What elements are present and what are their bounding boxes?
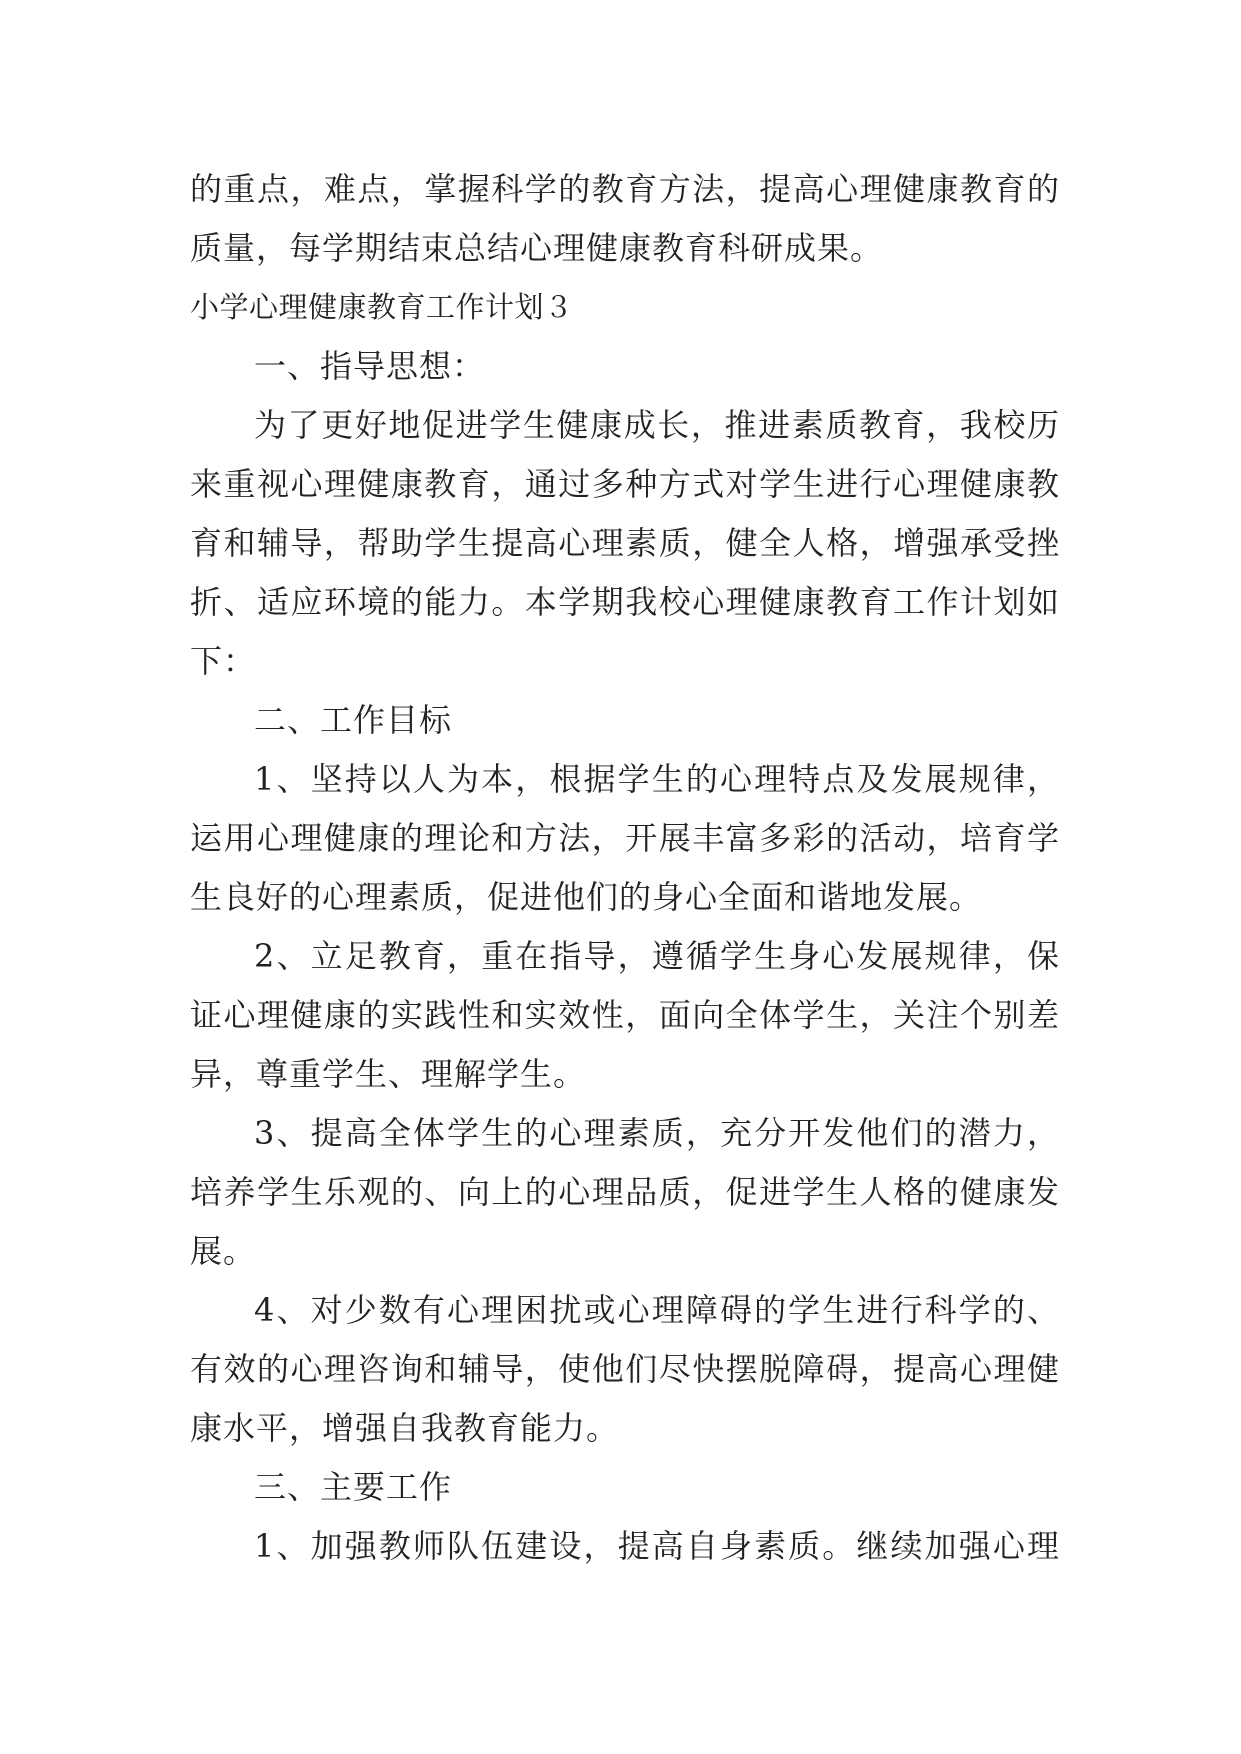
text-line: 2、立足教育，重在指导，遵循学生身心发展规律，保 bbox=[254, 937, 1060, 975]
text-line: 异，尊重学生、理解学生。 bbox=[190, 1055, 587, 1093]
text-line: 4、对少数有心理困扰或心理障碍的学生进行科学的、 bbox=[254, 1291, 1060, 1329]
heading-guiding-ideology: 一、指导思想： bbox=[254, 347, 486, 385]
text-line: 育和辅导，帮助学生提高心理素质，健全人格，增强承受挫 bbox=[190, 524, 1060, 562]
text-line: 质量，每学期结束总结心理健康教育科研成果。 bbox=[190, 229, 884, 267]
text-line: 展。 bbox=[190, 1232, 257, 1270]
text-line: 运用心理健康的理论和方法，开展丰富多彩的活动，培育学 bbox=[190, 819, 1060, 857]
text-line: 折、适应环境的能力。本学期我校心理健康教育工作计划如 bbox=[190, 583, 1060, 621]
text-line: 下： bbox=[190, 642, 257, 680]
text-line: 为了更好地促进学生健康成长，推进素质教育，我校历 bbox=[254, 406, 1060, 444]
text-line: 1、加强教师队伍建设，提高自身素质。继续加强心理 bbox=[254, 1527, 1060, 1565]
text-line: 有效的心理咨询和辅导，使他们尽快摆脱障碍，提高心理健 bbox=[190, 1350, 1060, 1388]
text-line: 康水平，增强自我教育能力。 bbox=[190, 1409, 620, 1447]
text-line: 1、坚持以人为本，根据学生的心理特点及发展规律， bbox=[254, 760, 1060, 798]
heading-main-work: 三、主要工作 bbox=[254, 1468, 453, 1506]
text-line: 的重点，难点，掌握科学的教育方法，提高心理健康教育的 bbox=[190, 170, 1060, 208]
text-line: 生良好的心理素质，促进他们的身心全面和谐地发展。 bbox=[190, 878, 983, 916]
text-line: 3、提高全体学生的心理素质，充分开发他们的潜力， bbox=[254, 1114, 1060, 1152]
text-line: 证心理健康的实践性和实效性，面向全体学生，关注个别差 bbox=[190, 996, 1060, 1034]
section-title: 小学心理健康教育工作计划３ bbox=[190, 290, 574, 324]
document-body bbox=[190, 160, 1060, 1576]
heading-work-goals: 二、工作目标 bbox=[254, 701, 453, 739]
text-line: 来重视心理健康教育，通过多种方式对学生进行心理健康教 bbox=[190, 465, 1060, 503]
text-line: 培养学生乐观的、向上的心理品质，促进学生人格的健康发 bbox=[190, 1173, 1060, 1211]
